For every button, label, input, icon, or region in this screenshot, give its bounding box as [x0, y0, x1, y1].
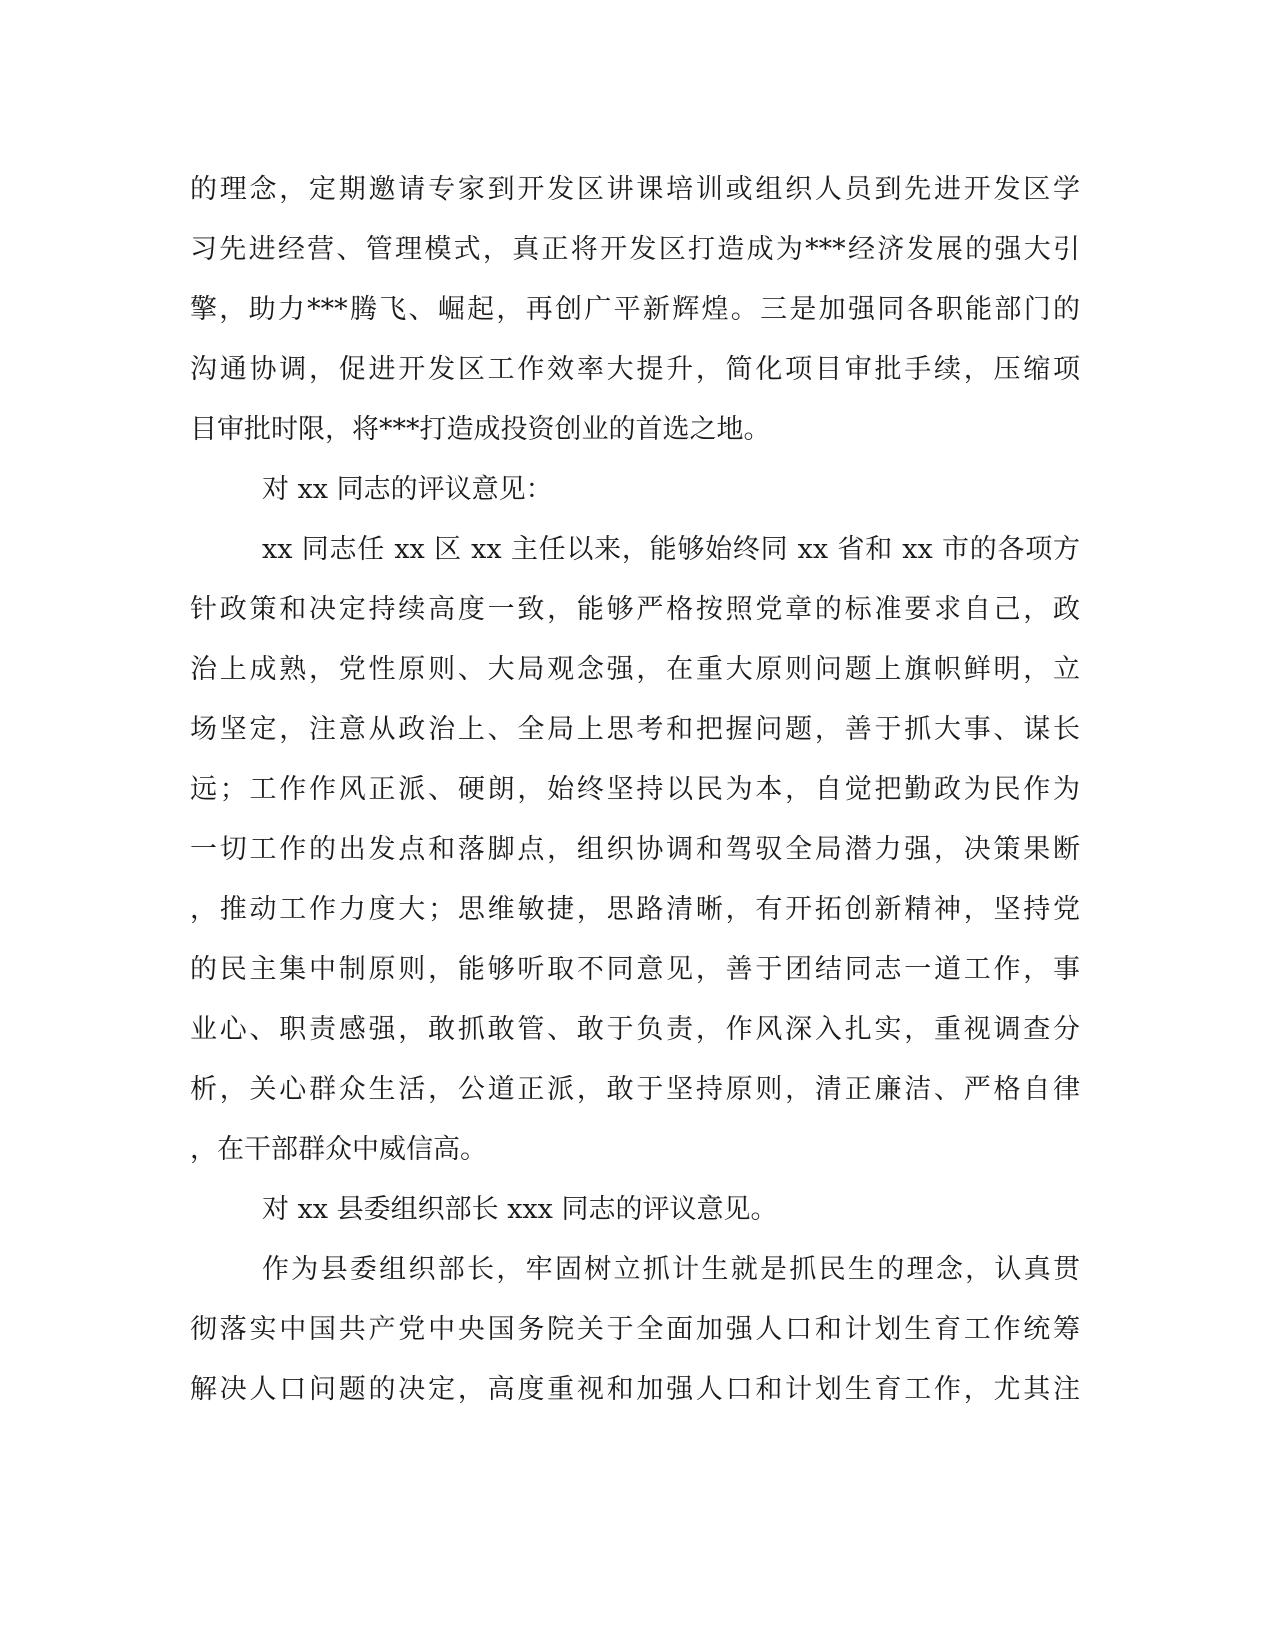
text-line: 擎，助力***腾飞、崛起，再创广平新辉煌。三是加强同各职能部门的: [190, 294, 1080, 325]
text-line: 场坚定，注意从政治上、全局上思考和把握问题，善于抓大事、谋长: [190, 714, 1080, 745]
text-line: xx 同志任 xx 区 xx 主任以来，能够始终同 xx 省和 xx 市的各项方: [262, 534, 1080, 565]
text-line: 一切工作的出发点和落脚点，组织协调和驾驭全局潜力强，决策果断: [190, 834, 1080, 865]
text-line: 远；工作作风正派、硬朗，始终坚持以民为本，自觉把勤政为民作为: [190, 774, 1080, 805]
text-line: 的理念，定期邀请专家到开发区讲课培训或组织人员到先进开发区学: [190, 174, 1080, 205]
text-line: 解决人口问题的决定，高度重视和加强人口和计划生育工作，尤其注: [190, 1374, 1080, 1405]
text-line: 目审批时限，将***打造成投资创业的首选之地。: [190, 414, 771, 445]
text-line: 业心、职责感强，敢抓敢管、敢于负责，作风深入扎实，重视调查分: [190, 1014, 1080, 1045]
text-line: 针政策和决定持续高度一致，能够严格按照党章的标准要求自己，政: [190, 594, 1080, 625]
text-line: 治上成熟，党性原则、大局观念强，在重大原则问题上旗帜鲜明，立: [190, 654, 1080, 685]
text-line: 对 xx 同志的评议意见：: [262, 474, 553, 505]
text-line: 彻落实中国共产党中央国务院关于全面加强人口和计划生育工作统筹: [190, 1314, 1080, 1345]
text-line: ，在干部群众中威信高。: [190, 1134, 487, 1165]
text-line: 习先进经营、管理模式，真正将开发区打造成为***经济发展的强大引: [190, 234, 1080, 265]
document-body: [190, 160, 1080, 1420]
text-line: 作为县委组织部长，牢固树立抓计生就是抓民生的理念，认真贯: [262, 1254, 1080, 1285]
text-line: 对 xx 县委组织部长 xxx 同志的评议意见。: [262, 1194, 778, 1225]
text-line: ，推动工作力度大；思维敏捷，思路清晰，有开拓创新精神，坚持党: [190, 894, 1080, 925]
text-line: 沟通协调，促进开发区工作效率大提升，简化项目审批手续，压缩项: [190, 354, 1080, 385]
text-line: 析，关心群众生活，公道正派，敢于坚持原则，清正廉洁、严格自律: [190, 1074, 1080, 1105]
text-line: 的民主集中制原则，能够听取不同意见，善于团结同志一道工作，事: [190, 954, 1080, 985]
